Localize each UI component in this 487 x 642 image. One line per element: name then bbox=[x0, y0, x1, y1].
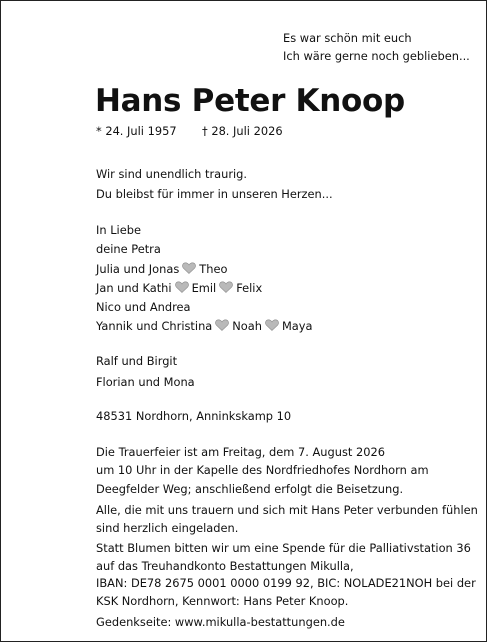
deceased-name: Hans Peter Knoop bbox=[95, 83, 405, 119]
grief-message-line-1: Wir sind unendlich traurig. bbox=[96, 167, 248, 181]
funeral-info-line-2: um 10 Uhr in der Kapelle des Nordfriedhofes Nordhorn am bbox=[96, 463, 429, 478]
donation-line-1: Statt Blumen bitten wir um eine Spende für die Palliativstation 36 bbox=[96, 541, 471, 555]
mourner-row: Florian und Mona bbox=[96, 375, 195, 389]
mourner-row: Nico und Andrea bbox=[96, 300, 191, 315]
funeral-info bbox=[96, 443, 429, 498]
invitation-line-2: sind herzlich eingeladen. bbox=[96, 521, 239, 536]
mourner-row: Ralf und Birgit bbox=[96, 354, 178, 368]
grief-message-line-2: Du bleibst für immer in unseren Herzen... bbox=[96, 187, 333, 201]
motto bbox=[283, 29, 470, 65]
grandchild-name: Noah bbox=[232, 319, 262, 334]
heart-icon bbox=[265, 319, 279, 331]
heart-icon bbox=[175, 281, 189, 293]
mourner-row bbox=[96, 260, 313, 279]
motto-line-2: Ich wäre gerne noch geblieben... bbox=[283, 49, 470, 63]
mourner-names: Julia und Jonas bbox=[96, 261, 180, 276]
heart-icon bbox=[182, 262, 196, 274]
death-date: † 28. Juli 2026 bbox=[202, 124, 283, 138]
mourner-names: Yannik und Christina bbox=[96, 319, 213, 334]
donation-line-4: KSK Nordhorn, Kennwort: Hans Peter Knoop. bbox=[96, 593, 349, 608]
memorial-website: Gedenkseite: www.mikulla-bestattungen.de bbox=[96, 615, 345, 629]
mourners-list bbox=[96, 221, 313, 337]
address: 48531 Nordhorn, Anninkskamp 10 bbox=[96, 409, 292, 423]
motto-line-1: Es war schön mit euch bbox=[283, 31, 412, 45]
further-mourners bbox=[96, 351, 195, 393]
invitation bbox=[96, 501, 478, 538]
donation-line-2: auf das Treuhandkonto Bestattungen Mikulla, bbox=[96, 558, 354, 573]
mourner-row bbox=[96, 317, 313, 336]
funeral-info-line-3: Deegfelder Weg; anschließend erfolgt die Beisetzung. bbox=[96, 481, 404, 496]
grief-message bbox=[96, 164, 333, 204]
invitation-line-1: Alle, die mit uns trauern und sich mit Hans Peter verbunden fühlen bbox=[96, 503, 478, 517]
grandchild-name: Theo bbox=[199, 261, 228, 276]
grandchild-name: Emil bbox=[191, 280, 217, 295]
heart-icon bbox=[215, 319, 229, 331]
mourners-intro: In Liebe bbox=[96, 223, 141, 237]
heart-icon bbox=[219, 281, 233, 293]
mourner-row bbox=[96, 279, 313, 298]
grandchild-name: Felix bbox=[236, 280, 263, 295]
birth-date: * 24. Juli 1957 bbox=[96, 124, 177, 138]
mourner-row: deine Petra bbox=[96, 242, 161, 257]
grandchild-name: Maya bbox=[281, 319, 313, 334]
funeral-info-line-1: Die Trauerfeier ist am Freitag, dem 7. August 2026 bbox=[96, 445, 385, 459]
donation-line-3: IBAN: DE78 2675 0001 0000 0199 92, BIC: NOLADE21NOH bei der bbox=[96, 576, 476, 590]
donation-info bbox=[96, 540, 476, 610]
mourner-names: Jan und Kathi bbox=[96, 280, 172, 295]
